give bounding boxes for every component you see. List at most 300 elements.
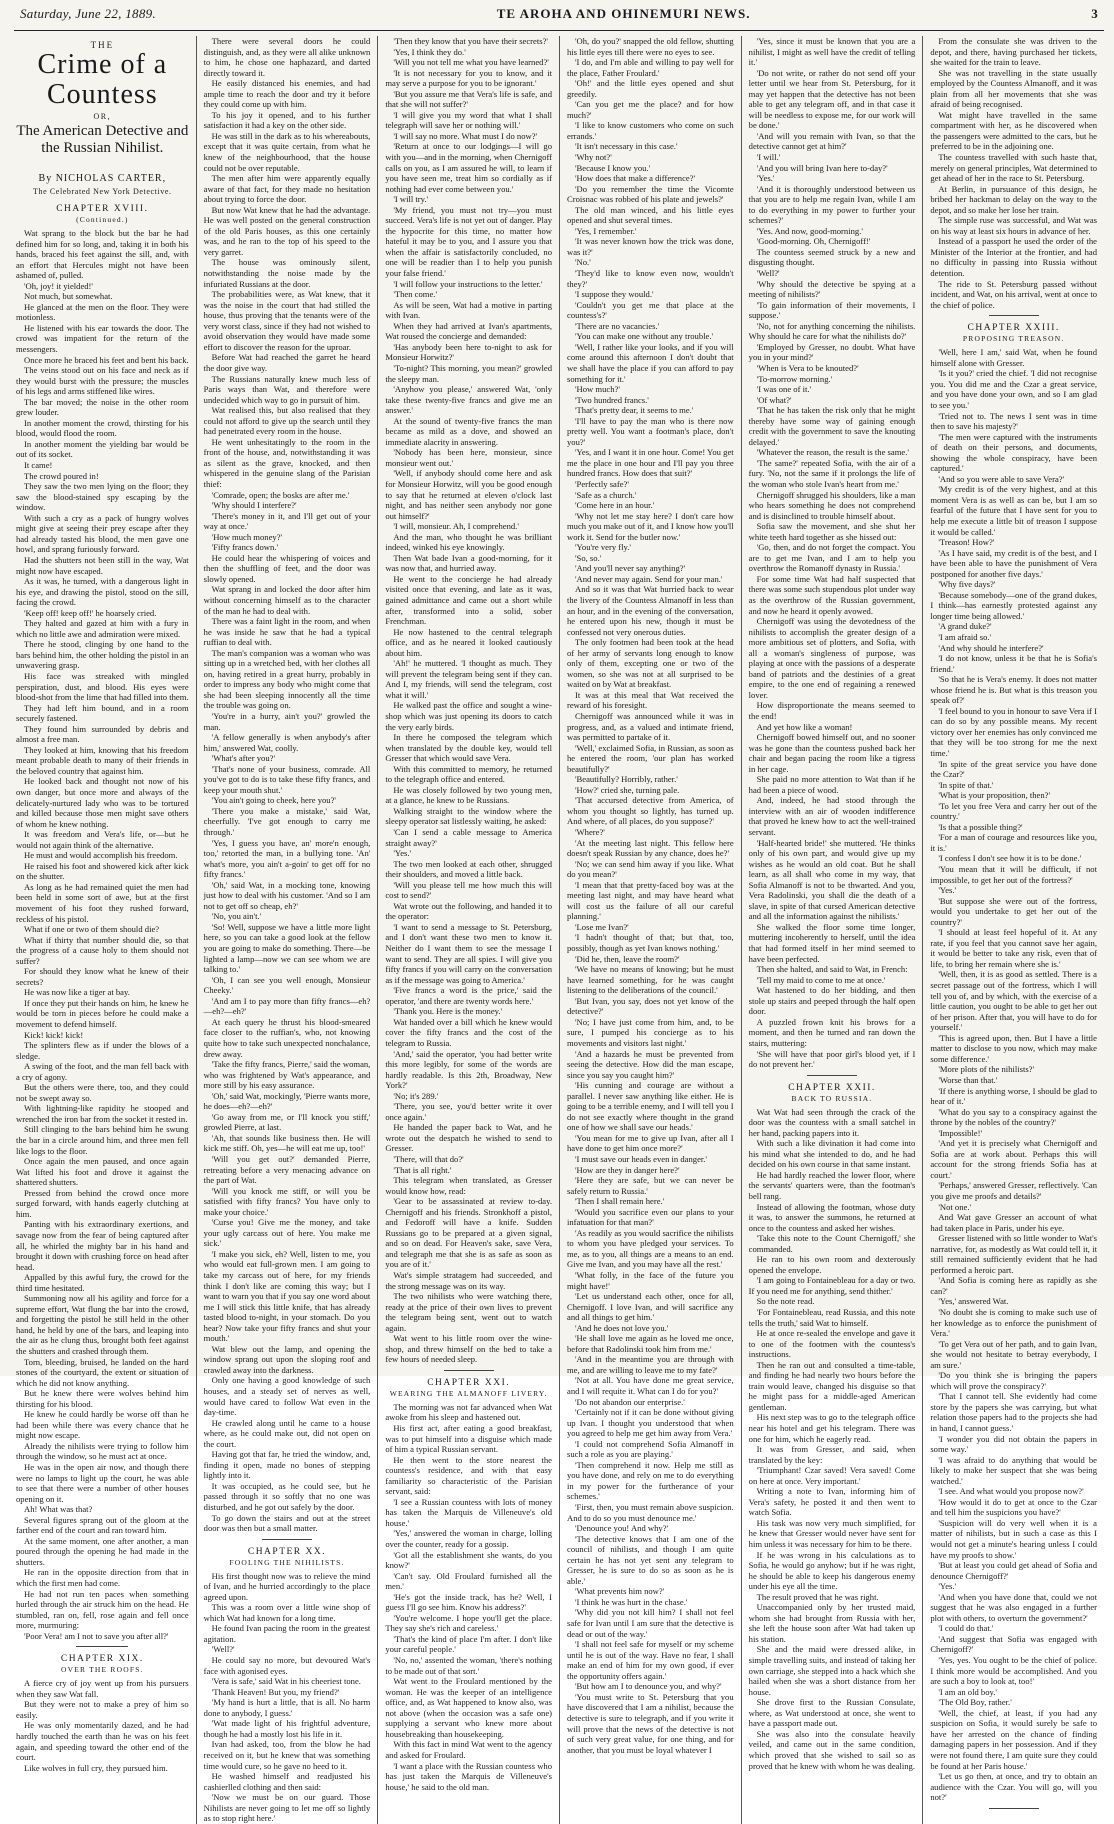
paragraph: Chernigoff bowed himself out, and no sooner was he gone than the countess pushed back her chair and began pacing the room like a tigress in her cage. — [748, 732, 916, 774]
paragraph: 'I want to send a message to St. Petersburg, and I don't want these two men to know it. Neither do I want them to see the message I want to send. They are all spies. I will give you fifty francs if you will carry on the conversation as if the message was going to America.' — [385, 921, 552, 985]
paragraph: 'The detective knows that I am one of the council of nihilists, and though I am quite certain he has not yet sent any telegram to Gresser, he is sure to do so as soon as he is able.' — [567, 1533, 734, 1586]
paragraph: Gresser listened with so little wonder to Wat's narrative, for, as modestly as Wat could tell it, it still remained sufficiently evident that he had performed a heroic part. — [930, 1233, 1097, 1275]
paragraph: The splinters flew as if under the blows of a sledge. — [16, 1040, 189, 1061]
paragraph: 'I confess I don't see how it is to be done.' — [938, 853, 1082, 864]
paragraph: 'He shall love me again as he loved me once, before that Radolinski took him from me.' — [567, 1333, 734, 1354]
paragraph: Instead of allowing the footman, whose duty it was, to answer the summons, he returned at once to the countess and asked her wishes. — [748, 1201, 916, 1233]
paragraph: 'What do you say to a conspiracy against the throne by the nobles of the country?' — [930, 1106, 1097, 1128]
serial-label: THE — [90, 40, 115, 50]
paragraph: 'The same?' repeated Sofia, with the air of a fury. 'No, not the same if it prolongs the life of the woman who stole Ivan's heart from me.' — [748, 457, 916, 489]
paragraph: 'You mean for me to give up Ivan, after all I have done to get him once more?' — [567, 1132, 734, 1154]
paragraph: 'Because I know you.' — [575, 162, 651, 173]
paragraph: 'What's after you?' — [211, 753, 275, 764]
paragraph: So the note read. — [756, 1296, 815, 1307]
paragraph: 'It isn't necessary in this case.' — [575, 141, 678, 152]
paragraph: At the same moment, one after another, a man poured through the opening he had made in the shutters. — [16, 1535, 189, 1567]
paragraph: 'First, then, you must remain above suspicion. And to do so you must denounce me.' — [567, 1502, 734, 1523]
chapter-divider — [262, 1539, 312, 1540]
paragraph: Walking straight to the window where the sleepy operator sat listlessly waiting, he asked: — [385, 805, 552, 827]
paragraph: He went to the concierge he had already visited once that evening, and late as it was, gained admittance and came out a short while after, transformed into a solid, sober Frenchman. — [385, 573, 552, 627]
paragraph: 'You're very fly.' — [575, 542, 631, 553]
paragraph: 'Because somebody—one of the grand dukes, I think—has earnestly protested against any longer time being allowed.' — [930, 589, 1097, 621]
paragraph: 'You can make one without any trouble.' — [575, 331, 714, 342]
paragraph: He was now like a tiger at bay. — [24, 987, 130, 998]
paragraph: Chernigoff was using the devotedness of the nihilists to accomplish the greater design of a more ambitious set of plotters, and Sofia, with all a woman's singleness of purpose, was playing at once with the passions of a desperate band of patriots and the destinies of a great empire, to the one end of regaining a renewed lover. — [748, 616, 916, 700]
paragraph: 'Will you get out?' demanded Pierre, retreating before a very menacing advance on the part of Wat. — [203, 1153, 371, 1186]
byline: By NICHOLAS CARTER, — [38, 173, 167, 184]
paragraph: Wat blew out the lamp, and opening the window sprang out upon the sloping roof and crawled away into the darkness. — [203, 1343, 371, 1375]
paragraph: 'And you will bring Ivan here to-day?' — [756, 162, 888, 173]
paragraph: His face was streaked with mingled perspiration, dust, and blood. His eyes were blood-shot from the lime that had filled into them. — [16, 670, 189, 703]
paragraph: 'Has anybody been here to-night to ask for Monsieur Horwitz?' — [385, 341, 552, 363]
paragraph: The ride to St. Petersburg passed without incident, and Wat, on his arrival, went at once to the chief of police. — [930, 278, 1097, 310]
paragraph: 'And why should he interfere?' — [938, 642, 1044, 653]
paragraph: This was a room over a little wine shop of which Wat had known for a long time. — [203, 1602, 371, 1623]
paragraph: 'Yes.' — [756, 173, 775, 184]
paragraph: 'That he has taken the risk only that he might thereby have some way of gaining enough credit with the government to save the knouting delayed.' — [748, 405, 916, 447]
paragraph: 'Why did you not kill him? I shall not feel safe for Ivan until I am sure that the detective is dead or out of the way.' — [567, 1607, 734, 1639]
paragraph: 'To gain information of their movements, I suppose.' — [748, 299, 916, 321]
paragraph: His first act, after eating a good breakfast, was to put himself into a disguise which made of him a typical Russian servant. — [385, 1423, 552, 1455]
paragraph: They looked at him, knowing that his freedom meant probable death to many of their friends in the beloved country that against him. — [16, 744, 189, 776]
paragraph: Before Wat had reached the garret he heard the door give way. — [203, 352, 371, 373]
paragraph: 'As I have said, my credit is of the best, and I have been able to have the punishment of Vera postponed for another five days.' — [930, 547, 1097, 579]
paragraph: 'No, you ain't.' — [211, 911, 262, 922]
paragraph: With such a cry as a pack of hungry wolves might give at seeing their prey escape after they had already tasted his blood, the men gave one howl, and sprang furiously forward. — [16, 512, 189, 555]
paragraph: 'Vera is safe,' said Wat in his cheeriest tone. — [211, 1676, 361, 1687]
paragraph: 'I feel bound to you in honour to save Vera if I can do so by any possible means. My recent victory over her enemies has only convinced me that they will be too strong for me the next time.' — [930, 705, 1097, 758]
paragraph: He handed the paper back to Wat, and he wrote out the despatch he wished to send to Gresser. — [385, 1122, 552, 1154]
chapter-heading: CHAPTER XXIII. — [967, 323, 1060, 334]
paragraph: 'And,' said the operator, 'you had better write this more legibly, for some of the words are hardly readable. Is this 2th, Broadway, New York?' — [385, 1048, 552, 1091]
paragraph: Wat's simple stratagem had succeeded, and the strong message was on its way. — [385, 1269, 552, 1291]
paragraph: Sofia saw the movement, and she shut her white teeth hard together as she hissed out: — [748, 521, 916, 542]
paragraph: 'Do not abandon our enterprise.' — [575, 1396, 685, 1407]
paragraph: 'Yes, and I want it in one hour. Come! You get me the place in one hour and I'll pay you three hundred francs. How does that suit?' — [567, 447, 734, 479]
paragraph: 'So, so.' — [575, 552, 602, 563]
paragraph: 'Is it you?' cried the chief. 'I did not recognise you. You did me and the Czar a great service, and you have done your own, and so I am glad to see you.' — [930, 368, 1097, 410]
paragraph: 'That is all right.' — [393, 1164, 452, 1175]
paragraph: He went unhesitatingly to the room in the front of the house, and, notwithstanding it was as silent as the grave, knocked, and then whispered in the genuine slang of the Parisian thief: — [203, 436, 371, 489]
paragraph: And so it was that Wat hurried back to wear the livery of the Countess Almanoff in less than an hour, and in the evening of the conversation, he entered upon his new, though it must be confessed not very onerous duties. — [567, 584, 734, 637]
paragraph: There he stood, clinging by one hand to the bars behind him, the other holding the pistol in an unwavering grasp. — [16, 639, 189, 671]
paragraph: 'You ain't going to cheek, here you?' — [211, 795, 336, 806]
paragraph: He must and would accomplish his freedom. — [24, 850, 178, 861]
chapter-heading: CHAPTER XXII. — [788, 1082, 876, 1093]
paragraph: With this committed to memory, he returned to the telegraph office and entered. — [385, 763, 552, 785]
paragraph: 'And suggest that Sofia was engaged with Chernigoff?' — [930, 1633, 1097, 1655]
paragraph: 'Worse than that.' — [938, 1074, 998, 1085]
paragraph: She and the maid were dressed alike, in simple travelling suits, and instead of taking her own carriage, she stepped into a hack which she hailed when she was a short distance from her house. — [748, 1644, 916, 1697]
column-body — [930, 347, 1097, 1802]
paragraph: 'Why should I interfere?' — [211, 500, 297, 511]
paragraph: 'Will you knock me stiff, or will you be satisfied with fifty francs? You have only to make your choice.' — [203, 1185, 371, 1217]
paragraph: Wat went to his little room over the wine-shop, and threw himself on the bed to take a few hours of needed sleep. — [385, 1333, 552, 1365]
paragraph: 'Go, then, and do not forget the compact. You are to get me Ivan, and I am to help you overthrow the Romanoff dynasty in Russia.' — [748, 542, 916, 574]
paragraph: Already the nihilists were trying to follow him through the window, so he must act at once. — [16, 1440, 189, 1462]
paragraph: This telegram when translated, as Gresser would know how, read: — [385, 1175, 552, 1196]
paragraph: 'Wat made light of his frightful adventure, though he had a mostly lost his life in it. — [203, 1718, 371, 1739]
chapter-divider — [444, 1370, 494, 1371]
paragraph: 'I think he was hurt in the chase.' — [575, 1596, 688, 1607]
paragraph: It was occupied, as he could see, but he passed through it so softly that no one was disturbed, and he got out safely by the door. — [203, 1480, 371, 1513]
paragraph: 'The Old Boy, rather.' — [938, 1697, 1012, 1708]
article-columns — [14, 36, 1104, 1824]
paragraph: It came! — [24, 460, 53, 471]
page-number: 3 — [1091, 6, 1098, 21]
column-4 — [559, 36, 741, 1824]
paragraph: 'I was one of it.' — [756, 384, 812, 395]
paragraph: 'I was afraid to do anything that would be likely to make her suspect that she was being watched.' — [930, 1454, 1097, 1486]
paragraph: 'Would you sacrifice even our plans to your infatuation for that man?' — [567, 1206, 734, 1228]
paragraph: 'Take the fifty francs, Pierre,' said the woman, who was frightened by Wat's appearance, and more still by his easy assurance. — [203, 1059, 371, 1091]
paragraph: Wat realised this, but also realised that they could not afford to give up the search until they had penetrated every room in the house. — [203, 405, 371, 437]
paragraph: 'My credit is of the very highest, and at this moment Vera is as well as can be, but I am so fearful of the future that I have sent for you to help me execute a little bit of treason I suppose it would be called.' — [930, 484, 1097, 537]
paragraph: The house was ominously silent, notwithstanding the noise made by the infuriated Russians at the door. — [203, 257, 371, 289]
paragraph: Instead of a passport he used the order of the Minister of the Interior at the frontier, and had no difficulty in passing into Russia without detention. — [930, 236, 1097, 279]
paragraph: From the consulate she was driven to the depot, and there, having purchased her tickets, she waited for the train to leave. — [930, 36, 1097, 68]
paragraph: The man's companion was a woman who was sitting up in a wretched bed, with her clothes all on, having retired in a great hurry, probably in order to impress any body who might come that she had been sleeping innocently all the time the trouble was going on. — [203, 647, 371, 711]
paragraph: 'I should at least feel hopeful of it. At any rate, if you feel that you cannot save her again, it would be better to take any risk, even that of life, to bring her remain where she is.' — [930, 927, 1097, 969]
column-5 — [741, 36, 923, 1824]
paragraph: 'But at least you could get ahead of Sofia and denounce Chernigoff?' — [930, 1560, 1097, 1581]
paragraph: 'But you assure me that Vera's life is safe, and that she will not suffer?' — [385, 88, 552, 110]
paragraph: The countess seemed struck by a new and disgusting thought. — [748, 246, 916, 268]
paragraph: They halted and gazed at him with a fury in which no little awe and admiration were mixed. — [16, 618, 189, 639]
paragraph: Then he ran out and consulted a time-table, and finding he had nearly two hours before the train would leave, changed his disguise so that he might pass for a middle-aged American gentleman. — [748, 1359, 916, 1412]
paragraph: 'Well, if anybody should come here and ask for Monsieur Horwitz, will you be good enough to say that he returned at eleven o'clock last night, and has neither seen anybody nor gone out himself?' — [385, 468, 552, 521]
paragraph: 'Yes, I remember.' — [575, 225, 637, 236]
chapter-divider — [989, 1808, 1039, 1809]
paragraph: 'Can you get me the place? and for how much?' — [567, 99, 734, 120]
paragraph: The simple ruse was successful, and Wat was on his way at least six hours in advance of her. — [930, 215, 1097, 236]
paragraph: With this fact in mind Wat went to the agency and asked for Froulard. — [385, 1739, 552, 1760]
paragraph: 'Here they are safe, but we can never be safely return to Russia.' — [567, 1175, 734, 1196]
chapter-subheading: OVER THE ROOFS. — [60, 1665, 144, 1675]
paragraph: And the man, who thought he was brilliant indeed, winked his eye knowingly. — [385, 531, 552, 553]
paragraph: 'There you make a mistake,' said Wat, cheerfully. 'I've got enough to carry me through.' — [203, 805, 371, 838]
paragraph: 'Where?' — [575, 827, 605, 838]
paragraph: 'Do not write, or rather do not send off your letter until we hear from St. Petersburg, for it may yet happen that the detective has not been able to get any telegram off, and in that case it will be needless to expose me, for our work will be done.' — [748, 67, 916, 131]
paragraph: 'No, not for anything concerning the nihilists. Why should he care for what the nihilists do?' — [748, 320, 916, 342]
paragraph: Wat sprang to the block but the bar he had defined him for so long, and, taking it in both his hands, braced his feet against the sill, and, with an effort that Hercules might not have been ashamed of, pulled. — [16, 228, 189, 281]
paragraph: A swing of the foot, and the man fell back with a cry of agony. — [16, 1061, 189, 1082]
paragraph: 'Well, then, it is as good as settled. There is a secret passage out of the fortress, which I will tell you of, and by which, with the exercise of a little caution, you ought to be able to get her out of her prison. After that, you will have to do for yourself.' — [930, 969, 1097, 1033]
chapter-subheading: (Continued.) — [76, 215, 129, 224]
paragraph: Several figures sprang out of the gloom at the farther end of the court and ran toward him. — [16, 1514, 189, 1536]
paragraph: 'More plots of the nihilists?' — [938, 1064, 1035, 1075]
paragraph: 'To-night? This morning, you mean?' growled the sleepy man. — [385, 362, 552, 384]
paragraph: 'I hadn't thought of that; but that, too, possibly, though as yet Ivan knows nothing.' — [567, 932, 734, 954]
paragraph: Like wolves in full cry, they pursued him. — [24, 1762, 168, 1773]
paragraph: 'I could not comprehend Sofia Almanoff in such a role as you are playing.' — [567, 1438, 734, 1460]
paragraph: 'I see a Russian countess with lots of money has taken the Marquis de Villeneuve's old house.' — [385, 1496, 552, 1528]
paragraph: 'Not one.' — [938, 1201, 972, 1212]
paragraph: 'Well?' — [756, 268, 780, 279]
paragraph: There were several doors he could distinguish, and, as they were all alike unknown to him, he chose one haphazard, and darted directly toward it. — [203, 36, 371, 78]
paragraph: 'Oh, joy! it yielded!' — [24, 280, 93, 291]
paragraph: And, indeed, he had stood through the interview with an air of wooden indifference that proved he knew how to act the well-trained servant. — [748, 795, 916, 838]
paragraph: Wat wrote out the following, and handed it to the operator: — [385, 900, 552, 922]
paragraph: 'Thank Heaven! But you, my friend?' — [211, 1686, 340, 1697]
paragraph: 'In spite of that.' — [938, 779, 994, 790]
paragraph: For some time Wat had half suspected that there was some such stupendous plot under way as the overthrow of the Russian government, and now he heard it openly avowed. — [748, 573, 916, 616]
column-body — [204, 36, 371, 1534]
paragraph: 'Employed by Gresser, no doubt. What have you in your mind?' — [748, 341, 916, 363]
paragraph: 'Thank you. Here is the money.' — [393, 1006, 503, 1017]
paragraph: She was not travelling in the state usually employed by the Countess Almanoff, and it was plain from all her movements that she was afraid of being recognised. — [930, 67, 1097, 110]
paragraph: 'That's none of your business, comrade. All you've got to do is to take these fifty francs, and keep your mouth shut.' — [203, 763, 371, 795]
paragraph: 'I am going to Fontainebleau for a day or two. If you need me for anything, send thither.' — [748, 1275, 916, 1296]
masthead — [14, 6, 1104, 31]
paragraph: 'Yes, I think they do.' — [393, 46, 466, 57]
paragraph: He glanced at the men on the floor. They were motionless. — [16, 301, 189, 323]
paragraph: 'At the meeting last night. This fellow here doesn't speak Russian by any chance, does he?' — [567, 837, 734, 859]
column-body — [16, 228, 189, 1641]
paragraph: 'Oh,' said Wat, mockingly, 'Pierre wants more, he does—eh?—eh?' — [203, 1090, 371, 1112]
paragraph: 'In spite of the great service you have done the Czar?' — [930, 758, 1097, 780]
paragraph: 'Well, the chief, at least, if you had any suspicion on Sofia, it would surely be safe to have her arrested on the chance of finding damaging papers in her possession. And if they were not found there, I am quite sure they could be found at her Paris house.' — [930, 1707, 1097, 1771]
paragraph: 'Yes,' answered the woman in charge, lolling over the counter, ready for a gossip. — [385, 1528, 552, 1550]
paragraph: Had the shutters not been still in the way, Wat might now have escaped. — [16, 554, 189, 576]
paragraph: 'I like to know customers who come on such errands.' — [567, 120, 734, 141]
paragraph: Once again the men paused, and once again Wat lifted his foot and drove it against the shattered shutters. — [16, 1156, 189, 1188]
chapter-heading: CHAPTER XIX. — [60, 1654, 144, 1665]
paragraph: 'Yes,' answered Wat. — [938, 1296, 1009, 1307]
paragraph: 'If there is anything worse, I should be glad to hear of it.' — [930, 1085, 1097, 1107]
paragraph: 'I mean that that pretty-faced boy was at the meeting last night, and may have heard what will cost us the failure of all our careful planning.' — [567, 879, 734, 922]
paragraph: 'So! Well, suppose we have a little more light here, so you can take a good look at the fellow you are going to make do something. There—be lighted a lamp—now we can see whom we are talking to.' — [203, 921, 371, 975]
paragraph: He was only momentarily dazed, and he had hardly touched the earth than he was on his feet again, and speeding toward the other end of the court. — [16, 1720, 189, 1763]
paragraph: Chernigoff shrugged his shoulders, like a man who hears something he does not comprehend and is disinclined to trouble himself about. — [748, 489, 916, 521]
paragraph: 'No; we can send him away if you like. What do you mean?' — [567, 858, 734, 880]
paragraph: The only footmen had been took at the head of her army of servants long enough to know only of them, excepting one or two of the women, so she was not at all surprised to be waited on by Wat at breakfast. — [567, 637, 734, 690]
paragraph: To his joy it opened, and to his further satisfaction it had a key on the other side. — [203, 109, 371, 131]
paragraph: 'And it is thoroughly understood between us that you are to help me regain Ivan, while I am to do everything in my power to further your schemes?' — [748, 183, 916, 226]
paragraph: 'Certainly not if it can be done without giving up Ivan. I thought you understood that when you agreed to help me get him away from Vera.' — [567, 1407, 734, 1439]
paragraph: 'But how am I to denounce you, and why?' — [575, 1681, 722, 1692]
paragraph: 'Why not?' — [575, 152, 612, 163]
chapter-subheading: WEARING THE ALMANOFF LIVERY. — [389, 1388, 548, 1398]
paragraph: 'And he does not love you.' — [575, 1322, 669, 1333]
chapter-divider — [76, 1646, 128, 1647]
paragraph: 'The men were captured with the instruments of death on their persons, and documents, showing the whole conspiracy, have been captured.' — [930, 431, 1097, 474]
paragraph: His first thought now was to relieve the mind of Ivan, and he hurried accordingly to the place agreed upon. — [203, 1570, 371, 1602]
paragraph: They had left him bound, and in a room securely fastened. — [16, 702, 189, 724]
paragraph: The crowd poured in! — [24, 470, 99, 481]
paragraph: 'Go away from me, or I'll knock you stiff,' growled Pierre, at last. — [203, 1111, 371, 1133]
paragraph: 'Is that a possible thing?' — [938, 821, 1023, 832]
paragraph: 'Yes.' — [938, 1581, 957, 1592]
issue-date: Saturday, June 22, 1889. — [20, 6, 156, 21]
paragraph: 'Perhaps,' answered Gresser, reflectively. 'Can you give me proofs and details?' — [930, 1180, 1097, 1201]
paragraph: 'You mean that it will be difficult, if not impossible, to get her out of the fortress?' — [930, 864, 1097, 885]
paragraph: 'Oh, do you?' snapped the old fellow, shutting his little eyes till there were no eyes to see. — [567, 36, 734, 57]
paragraph: He could hear the whispering of voices and then the shuffling of feet, and the door was slowly opened. — [203, 552, 371, 584]
column-body — [385, 1402, 552, 1792]
paragraph: 'For Fontainebleau, read Russia, and this note tells the truth,' said Wat to himself. — [748, 1306, 916, 1328]
paragraph: 'How would it do to get at once to the Czar and tell him the suspicions you have?' — [930, 1496, 1097, 1518]
paragraph: Torn, bleeding, bruised, he landed on the hard stones of the courtyard, the extent or situation of which he did not know anything. — [16, 1356, 189, 1388]
paragraph: 'I will follow your instructions to the letter.' — [393, 278, 543, 289]
paragraph: 'Lose me Ivan?' — [575, 921, 629, 932]
paragraph: 'So that he is Vera's enemy. It does not matter whose friend he is. But what is this treason you speak of?' — [930, 674, 1097, 706]
column-body — [930, 36, 1097, 310]
paragraph: 'And so you were able to save Vera?' — [938, 473, 1065, 484]
paragraph: 'Two hundred francs.' — [575, 394, 649, 405]
paragraph: 'Let us understand each other, once for all, Chernigoff. I love Ivan, and will sacrifice any and all things to get him.' — [567, 1291, 734, 1323]
paragraph: Wat sprang in and locked the door after him without concerning himself as to the character of the man he had to deal with. — [203, 584, 371, 616]
paragraph: 'Poor Vera! am I not to save you after all?' — [24, 1630, 169, 1641]
column-body — [749, 36, 916, 1070]
paragraph: They found him surrounded by debris and almost a free man. — [16, 723, 189, 745]
paragraph: The veins stood out on his face and neck as if they would burst with the pressure; the muscles of his legs and arms stiffened like wires. — [16, 365, 189, 397]
paragraph: 'Fifty francs down.' — [211, 542, 279, 553]
paragraph: 'I am an old boy.' — [938, 1686, 997, 1697]
paragraph: 'How much?' — [575, 384, 620, 395]
paragraph: He washed himself and readjusted his cashierlled clothing and then said: — [203, 1771, 371, 1792]
paragraph: She drove first to the Russian Consulate, where, as Wat understood at once, she went to have a passport made out. — [748, 1697, 916, 1729]
column-body — [204, 1571, 371, 1824]
newspaper-title: TE AROHA AND OHINEMURI NEWS. — [496, 6, 751, 21]
paragraph: 'Well, I rather like your looks, and if you will come around this afternoon I don't doubt that we shall have the place if you can afford to pay something for it.' — [567, 341, 734, 384]
paragraph: 'Yes. And now, good-morning.' — [756, 225, 863, 236]
paragraph: 'Did he, then, leave the room?' — [575, 953, 680, 964]
paragraph: The Russians naturally knew much less of Paris ways than Wat, and therefore were undecided which way to go in pursuit of him. — [203, 373, 371, 405]
paragraph: Then Wat bade Ivan a good-morning, for it was now that, and hurried away. — [385, 552, 552, 574]
paragraph: 'Do you think she is bringing the papers which will prove the conspiracy?' — [930, 1370, 1097, 1391]
paragraph: 'No, no,' assented the woman, 'there's nothing to be made out of that sort.' — [385, 1655, 552, 1676]
paragraph: 'To-morrow morning.' — [756, 373, 833, 384]
paragraph: Wat handed over a bill which he knew would cover the fifty francs and the cost of the telegram to Russia. — [385, 1016, 552, 1048]
paragraph: Once more he braced his feet and bent his back. — [24, 354, 189, 365]
paragraph: He crawled along until he came to a house where, as he could make out, did not open on the court. — [203, 1417, 371, 1449]
paragraph: 'Yes, yes. You ought to be the chief of police. I think more would be accomplished. And you are such a boy to look at, too!' — [930, 1655, 1097, 1687]
paragraph: Not much, but somewhat. — [24, 291, 113, 302]
paragraph: With such a like divination it had come into his mind what she intended to do, and he had decided on his own course in that same instant. — [748, 1138, 916, 1170]
paragraph: Wat went to the Froulard mentioned by the woman. He was the keeper of an intelligence office, and, as Wat happened to know also, was not above (when the occasion was a safe one) supplying a servant who knew more about housebreaking than housekeeping. — [385, 1676, 552, 1739]
serial-or: OR, — [93, 112, 112, 121]
paragraph: It was at this meal that Wat received the reward of his foresight. — [567, 689, 734, 711]
column-body — [749, 1107, 916, 1771]
paragraph: 'My hand is hurt a little, that is all. No harm done to anybody, I guess.' — [203, 1697, 371, 1718]
paragraph: 'My friend, you must not try—you must succeed. Vera's life is not yet out of danger. Play the hypocrite for this time, no matter how hateful it may be to you, and I assure you that when the affair is satisfactorily concluded, no one will be readier than I to help you punish your false friend.' — [385, 204, 552, 279]
paragraph: Only one having a good knowledge of such houses, and a steady set of nerves as well, would have cared to follow Wat even in the day-time. — [203, 1375, 371, 1418]
chapter-heading: CHAPTER XVIII. — [56, 204, 149, 214]
paragraph: 'I do, and I'm able and willing to pay well for the place, Father Froulard.' — [567, 57, 734, 78]
paragraph: He had not run ten paces when something hurled through the air struck him on the head. He stumbled, ran on, fell, rose again and fell once more, murmuring: — [16, 1588, 189, 1631]
column-3 — [377, 36, 559, 1824]
paragraph: 'A fellow generally is when anybody's after him,' answered Wat, coolly. — [203, 732, 371, 753]
paragraph: 'Can't say. Old Froulard furnished all the men.' — [385, 1570, 552, 1592]
paragraph: How disproportionate the means seemed to the end! — [748, 700, 916, 721]
column-1 — [14, 36, 196, 1824]
paragraph: Still clinging to the bars behind him he swung the bar in a circle around him, and three men fell like logs to the floor. — [16, 1124, 189, 1156]
paragraph: 'Do you remember the time the Vicomte Croisnac was robbed of his plate and jewels?' — [567, 183, 734, 205]
paragraph: He easily distanced his enemies, and had ample time to reach the door and try it before they could come up with him. — [203, 78, 371, 110]
paragraph: The result proved that he was right. — [756, 1591, 879, 1602]
paragraph: In another moment the yielding bar would be out of its socket. — [16, 438, 189, 460]
paragraph: 'No; it's 289.' — [393, 1090, 439, 1101]
paragraph: 'Suspicion will do very well when it is a matter of nihilists, but in such a case as this I would not get a minute's hearing unless I could have my proofs to show.' — [930, 1517, 1097, 1560]
paragraph: He had hardly reached the lower floor, where the servants' quarters were, than the footman's bell rang. — [748, 1169, 916, 1201]
paragraph: They saw the two men lying on the floor; they saw the blood-stained spy escaping by the window. — [16, 481, 189, 513]
paragraph: As will be seen, Wat had a motive in parting with Ivan. — [385, 299, 552, 321]
paragraph: 'That I cannot tell. She evidently had come store by the papers she was carrying, but what relation those papers had to the projects she had in hand, I cannot guess.' — [930, 1391, 1097, 1433]
paragraph: She walked the floor some time longer, muttering incoherently to herself, until the idea that had formed itself in her mind seemed to have been perfected. — [748, 921, 916, 964]
paragraph: He listened with his ear towards the door. The crowd was impatient for the return of the messengers. — [16, 322, 189, 355]
paragraph: 'Beautifully? Horribly, rather.' — [575, 774, 678, 785]
paragraph: The two men looked at each other, shrugged their shoulders, and moved a little back. — [385, 858, 552, 880]
paragraph: The probabilities were, as Wat knew, that it was the noise in the court that had stilled the house, thus proving that the tenants were of the very worst class, since if they had not wished to avoid observation they would have made some effort to discover the reason for the uproar. — [203, 289, 371, 352]
paragraph: 'I will, monsieur. Ah, I comprehend.' — [393, 521, 519, 532]
paragraph: 'There are no vacancies.' — [575, 320, 660, 331]
paragraph: 'Yes.' — [393, 848, 412, 859]
paragraph: If once they put their hands on him, he knew he would be torn in pieces before he could make a movement to defend himself. — [16, 997, 189, 1030]
column-6 — [922, 36, 1104, 1824]
paragraph: To go down the stairs and out at the street door was then but a small matter. — [203, 1512, 371, 1534]
paragraph: 'Ah, that sounds like business then. He will kick me stiff. Oh, yes—he will eat me up, too!' — [203, 1132, 371, 1154]
paragraph: 'Got all the establishment she wants, do you know?' — [385, 1549, 552, 1571]
paragraph: The countess travelled with such haste that, merely on general principles, Wat determined to get ahead of her in the race to St. Petersburg. — [930, 152, 1097, 184]
paragraph: 'It is not necessary for you to know, and it may serve a purpose for you to be ignorant.' — [385, 67, 552, 89]
paragraph: 'Take this note to the Count Chernigoff,' she commanded. — [748, 1233, 916, 1254]
paragraph: 'For a man of courage and resources like you, it is.' — [930, 832, 1097, 853]
paragraph: 'Yes, since it must be known that you are a nihilist, I might as well have the credit of telling it.' — [748, 36, 916, 68]
paragraph: He ran to his own room and dexterously opened the envelope. — [748, 1254, 916, 1275]
chapter-heading: CHAPTER XXI. — [427, 1377, 511, 1388]
paragraph: In there he composed the telegram which when translated by the double key, would tell Gresser that which would save Vera. — [385, 732, 552, 764]
paragraph: 'No.' — [575, 257, 591, 268]
paragraph: With lightning-like rapidity he stooped and wrenched the iron bar from the socket it rested in. — [16, 1103, 189, 1124]
paragraph: 'How does that make a difference?' — [575, 173, 696, 184]
serial-subtitle: The American Detective and the Russian Nihilist. — [16, 123, 189, 156]
paragraph: 'I make you sick, eh? Well, listen to me, you who would eat full-grown men. I am going to take my carcass out of here, for my friends think I don't like are coming this way; but I want to warn you that if you say one word about me I will stick this little knife, that has already tasted blood to-night, in your stomach. Do you hear? Now take your fifty francs and shut your mouth.' — [203, 1248, 371, 1344]
column-body — [567, 36, 734, 1755]
paragraph: 'Why should the detective be spying at a meeting of nihilists?' — [748, 278, 916, 300]
paragraph: At Berlin, in pursuance of this design, he bribed her hackman to delay on the way to the depot, and so make her lose her train. — [930, 183, 1097, 215]
paragraph: A fierce cry of joy went up from his pursuers when they saw Wat fall. — [16, 1678, 189, 1699]
paragraph: He ran in the opposite direction from that in which the first men had come. — [16, 1567, 189, 1588]
paragraph: 'I want a place with the Russian countess who has just taken the Marquis de Villeneuve's house,' he said to the old man. — [385, 1760, 552, 1792]
paragraph: 'That accursed detective from America, of whom you thought so lightly, has turned up. And where, of all places, do you suppose?' — [567, 795, 734, 827]
paragraph: 'I could do that.' — [938, 1623, 994, 1634]
chapter-heading: CHAPTER XX. — [247, 1546, 327, 1557]
paragraph: He could say no more, but devoured Wat's face with agonised eyes. — [203, 1655, 371, 1676]
paragraph: Unaccompanied only by her trusted maid, whom she had brought from Russia with her, she left the house soon after Wat had taken up his station. — [748, 1602, 916, 1644]
paragraph: 'Come here in an hour.' — [575, 500, 655, 511]
paragraph: 'That's pretty dear, it seems to me.' — [575, 405, 694, 416]
paragraph: He then went to the store nearest the countess's residence, and with that easy familiarity so characteristic of the Parisian servant, said: — [385, 1454, 552, 1497]
paragraph: 'Keep off! keep off!' he hoarsely cried. — [24, 607, 157, 618]
paragraph: 'I wonder you did not obtain the papers in some way.' — [930, 1433, 1097, 1455]
paragraph: 'How much money?' — [211, 531, 283, 542]
paragraph: 'I suppose they would.' — [575, 289, 654, 300]
paragraph: 'I must save our heads even in danger.' — [575, 1153, 707, 1164]
column-body — [16, 1678, 189, 1773]
paragraph: 'And you'll never say anything?' — [575, 563, 686, 574]
paragraph: 'What is your proposition, then?' — [938, 790, 1051, 801]
paragraph: 'I do not know, unless it be that he is Sofia's friend.' — [930, 653, 1097, 674]
chapter-subheading: BACK TO RUSSIA. — [791, 1093, 873, 1103]
paragraph: 'And never may again. Send for your man.' — [575, 573, 723, 584]
paragraph: 'And am I to pay more than fifty francs—eh?—eh?—eh?' — [203, 995, 371, 1017]
paragraph: Pressed from behind the crowd once more surged forward, with hands eagerly clutching at him. — [16, 1187, 189, 1219]
paragraph: It was freedom and Vera's life, or—but he would not again think of the alternative. — [16, 829, 189, 850]
paragraph: He found Ivan pacing the room in the greatest agitation. — [203, 1623, 371, 1644]
paragraph: And Wat gave Gresser an account of what had taken place in Paris, under his eye. — [930, 1212, 1097, 1233]
paragraph: 'I see. And what would you propose now?' — [938, 1486, 1084, 1497]
